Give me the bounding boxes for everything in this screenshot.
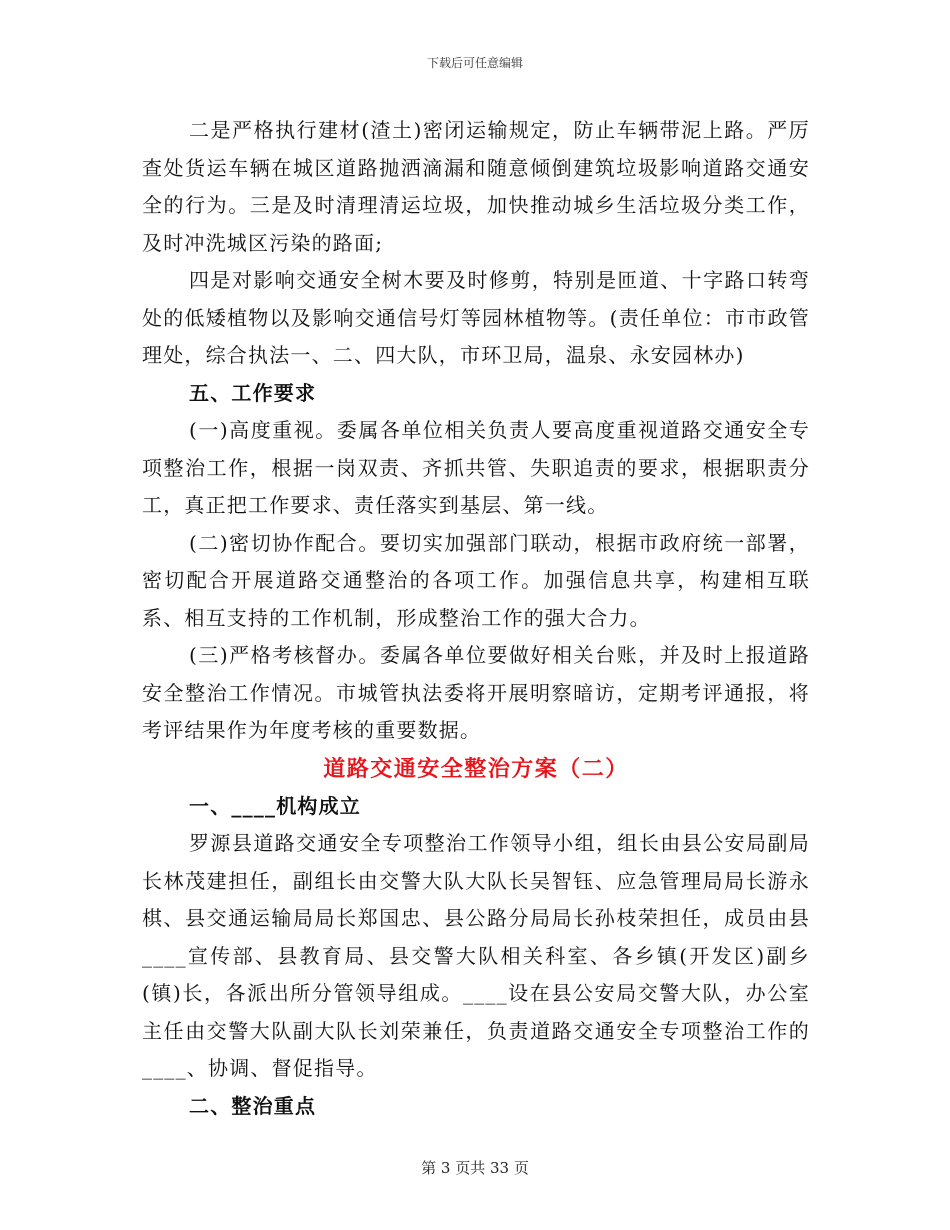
section-heading-work-requirements: 五、工作要求 xyxy=(189,380,317,405)
page-header: 下载后可任意编辑 xyxy=(426,56,523,70)
document-title: 道路交通安全整治方案（二） xyxy=(323,755,629,782)
section-heading-organization: 一、____机构成立 xyxy=(189,793,361,818)
page-footer: 第 3 页共 33 页 xyxy=(421,1159,529,1177)
paragraph-item-2-3: 二是严格执行建材(渣土)密闭运输规定，防止车辆带泥上路。严厉查处货运车辆在城区道路抛洒滴漏和随意倾倒建筑垃圾影响道路交通安全的行为。三是及时清理清运垃圾，加快推动城乡生活垃圾分类工作，及时冲洗城区污染的路面; xyxy=(142,118,810,255)
paragraph-organization: 罗源县道路交通安全专项整治工作领导小组，组长由县公安局副局长林茂建担任，副组长由交警大队大队长吴智钰、应急管理局局长游永棋、县交通运输局局长郑国忠、县公路分局局长孙枝荣担任，成员由县____宣传部、县教育局、县交警大队相关科室、各乡镇(开发区)副乡(镇)长，各派出所分管领导组成。____设在县公安局交警大队，办公室主任由交警大队副大队长刘荣兼任，负责道路交通安全专项整治工作的____、协调、督促指导。 xyxy=(142,831,810,1080)
paragraph-item-4: 四是对影响交通安全树木要及时修剪，特别是匝道、十字路口转弯处的低矮植物以及影响交通信号灯等园林植物等。(责任单位：市市政管理处，综合执法一、二、四大队，市环卫局，温泉、永安园林办) xyxy=(142,268,810,367)
paragraph-requirement-2: (二)密切协作配合。要切实加强部门联动，根据市政府统一部署，密切配合开展道路交通整治的各项工作。加强信息共享，构建相互联系、相互支持的工作机制，形成整治工作的强大合力。 xyxy=(142,530,810,630)
section-heading-focus: 二、整治重点 xyxy=(189,1093,317,1118)
document-body xyxy=(142,112,810,1125)
paragraph-requirement-3: (三)严格考核督办。委属各单位要做好相关台账，并及时上报道路安全整治工作情况。市城管执法委将开展明察暗访，定期考评通报，将考评结果作为年度考核的重要数据。 xyxy=(142,643,810,742)
paragraph-requirement-1: (一)高度重视。委属各单位相关负责人要高度重视道路交通安全专项整治工作，根据一岗双责、齐抓共管、失职追责的要求，根据职责分工，真正把工作要求、责任落实到基层、第一线。 xyxy=(142,418,810,517)
